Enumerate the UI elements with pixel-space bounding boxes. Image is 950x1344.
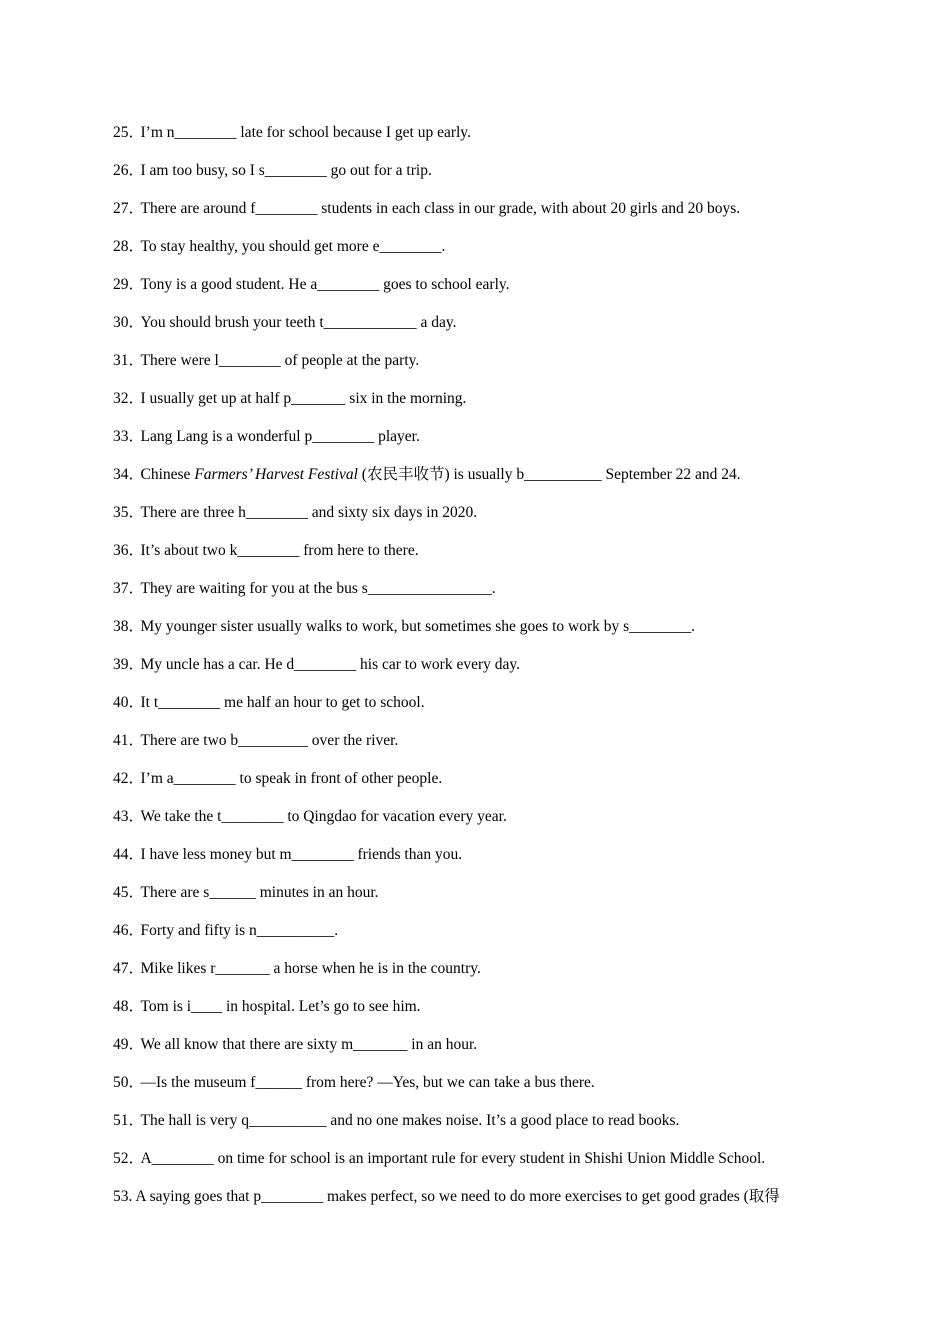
question-text: You should brush your teeth t____________ a day. — [140, 314, 457, 331]
question-text: My uncle has a car. He d________ his car to work every day. — [140, 656, 520, 673]
question-item — [113, 158, 873, 196]
question-number-separator: ． — [128, 428, 145, 445]
question-number: 51 — [113, 1112, 129, 1129]
question-text: There are around f________ students in each class in our grade, with about 20 girls and 20 boys. — [140, 200, 741, 217]
question-number: 47 — [113, 960, 129, 977]
question-number-separator: ． — [128, 808, 145, 825]
question-number: 43 — [113, 808, 129, 825]
question-text: There were l________ of people at the party. — [140, 352, 420, 369]
question-item — [113, 462, 873, 500]
question-text: I usually get up at half p_______ six in the morning. — [140, 390, 467, 407]
question-number-separator: ． — [128, 1150, 145, 1167]
question-item — [113, 120, 873, 158]
question-item — [113, 310, 873, 348]
question-number: 28 — [113, 238, 129, 255]
question-number: 37 — [113, 580, 129, 597]
question-number-separator: ． — [128, 846, 145, 863]
question-number-separator: ． — [128, 998, 145, 1015]
question-item — [113, 994, 873, 1032]
question-number: 27 — [113, 200, 129, 217]
question-number-separator: ． — [128, 276, 145, 293]
question-number-separator: . — [128, 1188, 133, 1205]
question-list — [113, 120, 873, 1222]
question-number-separator: ． — [128, 314, 145, 331]
question-text: —Is the museum f______ from here? —Yes, but we can take a bus there. — [140, 1074, 595, 1091]
question-text: We all know that there are sixty m_______ in an hour. — [140, 1036, 478, 1053]
question-number-separator: ． — [128, 238, 145, 255]
question-text-italic: Farmers’ Harvest Festival — [194, 466, 358, 483]
question-number-separator: ． — [128, 542, 145, 559]
question-item — [113, 1108, 873, 1146]
question-number-separator: ． — [128, 466, 145, 483]
question-item — [113, 1070, 873, 1108]
question-item — [113, 956, 873, 994]
question-text: It t________ me half an hour to get to school. — [140, 694, 425, 711]
question-number: 29 — [113, 276, 129, 293]
question-item — [113, 386, 873, 424]
question-number: 42 — [113, 770, 129, 787]
question-text: I’m n________ late for school because I get up early. — [140, 124, 471, 141]
question-text: They are waiting for you at the bus s________________. — [140, 580, 496, 597]
question-text: Mike likes r_______ a horse when he is in the country. — [140, 960, 481, 977]
question-number-separator: ． — [128, 960, 145, 977]
question-item — [113, 880, 873, 918]
question-text: Chinese — [140, 466, 195, 483]
question-number: 33 — [113, 428, 129, 445]
question-text: (农民丰收节) is usually b__________ September 22 and 24. — [357, 466, 741, 483]
question-item — [113, 500, 873, 538]
question-item — [113, 842, 873, 880]
question-number: 40 — [113, 694, 129, 711]
question-text: To stay healthy, you should get more e________. — [140, 238, 446, 255]
question-number-separator: ． — [128, 922, 145, 939]
question-number: 39 — [113, 656, 129, 673]
question-item — [113, 196, 873, 234]
question-number: 25 — [113, 124, 129, 141]
question-text: There are two b_________ over the river. — [140, 732, 399, 749]
question-text: Tom is i____ in hospital. Let’s go to see him. — [140, 998, 421, 1015]
question-item — [113, 918, 873, 956]
question-item — [113, 728, 873, 766]
question-text: It’s about two k________ from here to there. — [140, 542, 419, 559]
question-text: There are s______ minutes in an hour. — [140, 884, 379, 901]
question-number-separator: ． — [128, 618, 145, 635]
question-number: 36 — [113, 542, 129, 559]
question-item — [113, 234, 873, 272]
question-number: 45 — [113, 884, 129, 901]
question-text: I am too busy, so I s________ go out for a trip. — [140, 162, 432, 179]
question-number-separator: ． — [128, 694, 145, 711]
question-item — [113, 690, 873, 728]
question-item — [113, 538, 873, 576]
question-text: My younger sister usually walks to work, but sometimes she goes to work by s________. — [140, 618, 696, 635]
question-number-separator: ． — [128, 1036, 145, 1053]
question-text: I have less money but m________ friends than you. — [140, 846, 463, 863]
question-text: The hall is very q__________ and no one makes noise. It’s a good place to read books. — [140, 1112, 680, 1129]
question-number: 35 — [113, 504, 129, 521]
question-number-separator: ． — [128, 1112, 145, 1129]
question-item — [113, 766, 873, 804]
question-number: 49 — [113, 1036, 129, 1053]
question-number-separator: ． — [128, 656, 145, 673]
question-number: 50 — [113, 1074, 129, 1091]
question-number-separator: ． — [128, 580, 145, 597]
question-number: 26 — [113, 162, 129, 179]
question-item — [113, 576, 873, 614]
question-number: 38 — [113, 618, 129, 635]
question-text: Lang Lang is a wonderful p________ player. — [140, 428, 420, 445]
question-number: 31 — [113, 352, 129, 369]
question-number: 44 — [113, 846, 129, 863]
question-number-separator: ． — [128, 352, 145, 369]
question-number-separator: ． — [128, 1074, 145, 1091]
question-number: 48 — [113, 998, 129, 1015]
question-number-separator: ． — [128, 732, 145, 749]
question-text: Forty and fifty is n__________. — [140, 922, 339, 939]
question-number-separator: ． — [128, 124, 145, 141]
question-number-separator: ． — [128, 770, 145, 787]
question-text: A saying goes that p________ makes perfect, so we need to do more exercises to get good grades (取得 — [132, 1188, 780, 1205]
question-text: A________ on time for school is an important rule for every student in Shishi Union Middle School. — [140, 1150, 766, 1167]
question-item — [113, 614, 873, 652]
question-number-separator: ． — [128, 884, 145, 901]
question-item — [113, 424, 873, 462]
question-text: I’m a________ to speak in front of other people. — [140, 770, 443, 787]
question-text: There are three h________ and sixty six days in 2020. — [140, 504, 478, 521]
question-number: 32 — [113, 390, 129, 407]
question-item — [113, 1184, 873, 1222]
question-number: 30 — [113, 314, 129, 331]
question-text: We take the t________ to Qingdao for vacation every year. — [140, 808, 507, 825]
question-item — [113, 652, 873, 690]
question-number: 52 — [113, 1150, 129, 1167]
question-text: Tony is a good student. He a________ goes to school early. — [140, 276, 510, 293]
question-number-separator: ． — [128, 504, 145, 521]
question-number: 46 — [113, 922, 129, 939]
question-number: 53 — [113, 1188, 129, 1205]
question-item — [113, 1146, 873, 1184]
question-item — [113, 804, 873, 842]
question-item — [113, 272, 873, 310]
question-item — [113, 348, 873, 386]
question-number: 34 — [113, 466, 129, 483]
question-item — [113, 1032, 873, 1070]
question-number-separator: ． — [128, 200, 145, 217]
question-number-separator: ． — [128, 162, 145, 179]
question-number: 41 — [113, 732, 129, 749]
question-number-separator: ． — [128, 390, 145, 407]
